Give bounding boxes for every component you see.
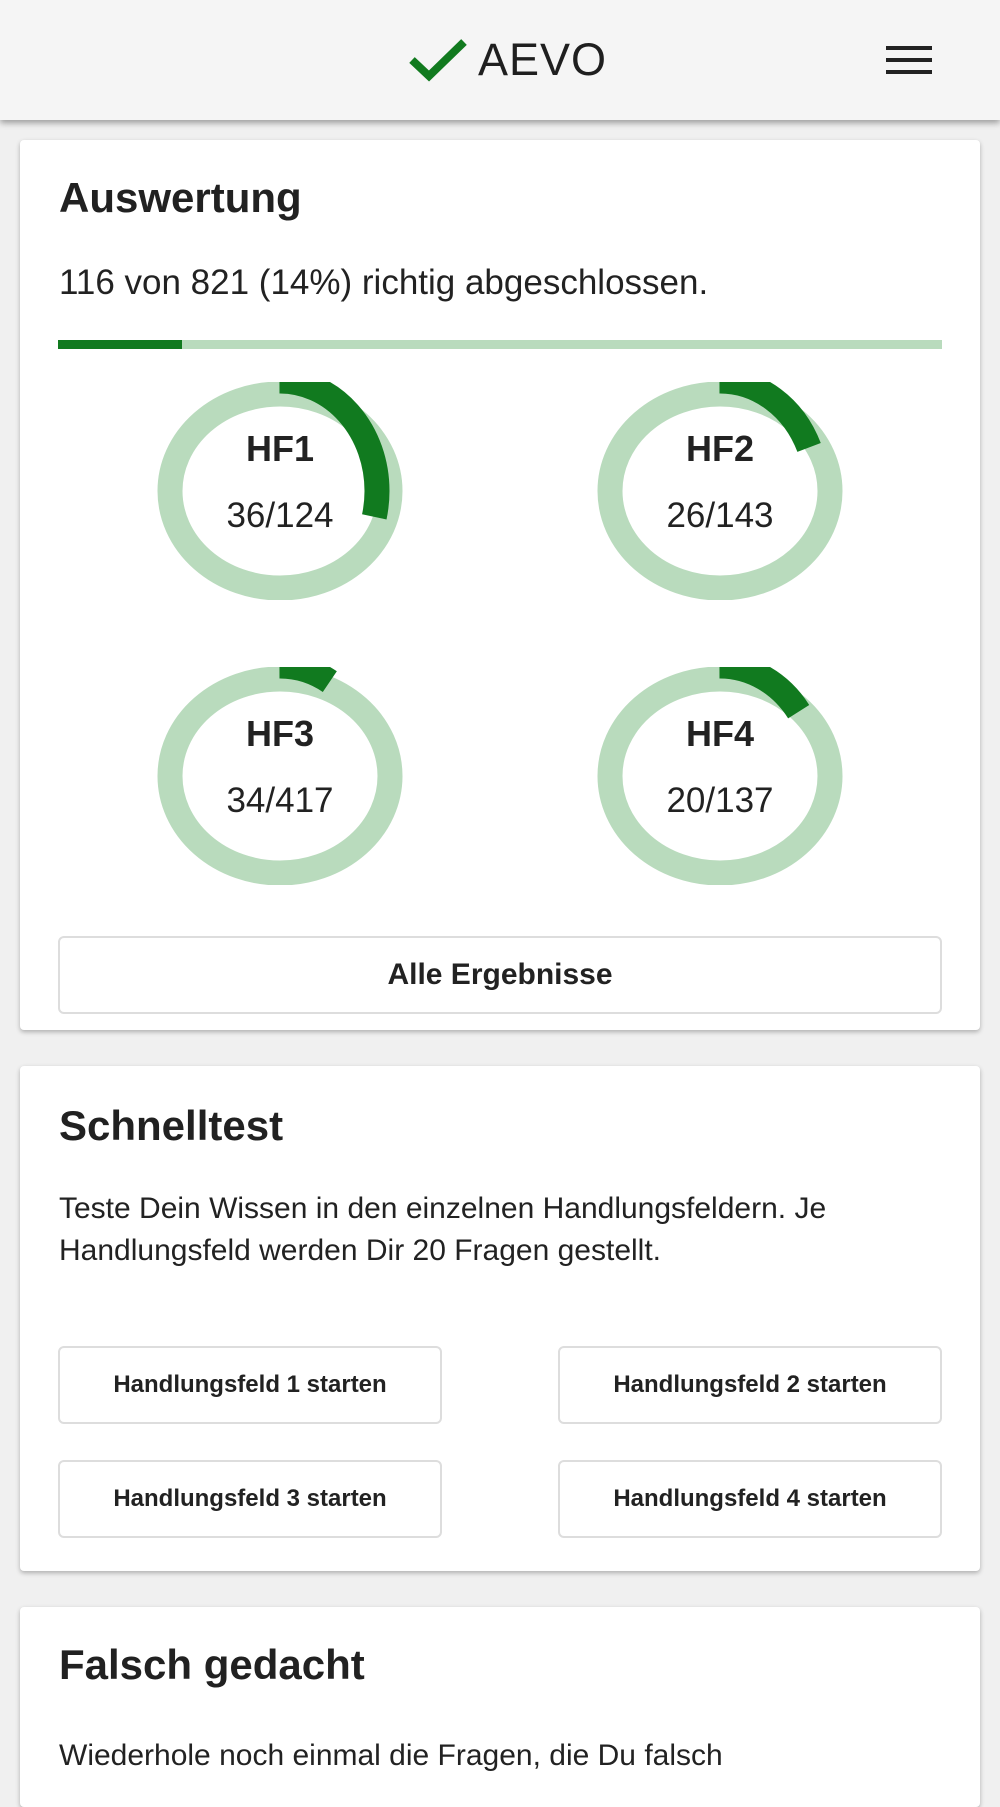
- field-count: 20/137: [666, 781, 774, 820]
- app-header: [0, 0, 1000, 120]
- field-ring-hf3[interactable]: [157, 667, 403, 885]
- start-field-3-button[interactable]: Handlungsfeld 3 starten: [58, 1460, 442, 1538]
- field-label: HF4: [685, 713, 754, 754]
- start-field-2-button[interactable]: Handlungsfeld 2 starten: [558, 1346, 942, 1424]
- app-brand[interactable]: [408, 34, 607, 86]
- field-ring-hf2[interactable]: [597, 382, 843, 600]
- overall-progress-bar: [58, 340, 942, 349]
- wrong-answers-card: [20, 1607, 980, 1807]
- checkmark-icon: [408, 38, 468, 82]
- wrong-answers-description: Wiederhole noch einmal die Fragen, die Du falsch: [59, 1739, 723, 1772]
- field-count: 26/143: [666, 496, 774, 535]
- wrong-answers-title: Falsch gedacht: [59, 1641, 365, 1688]
- evaluation-title: Auswertung: [59, 174, 302, 221]
- evaluation-summary: 116 von 821 (14%) richtig abgeschlossen.: [59, 263, 709, 302]
- field-count: 36/124: [226, 496, 334, 535]
- field-label: HF3: [245, 713, 314, 754]
- start-field-4-button[interactable]: Handlungsfeld 4 starten: [558, 1460, 942, 1538]
- field-label: HF1: [245, 428, 314, 469]
- hamburger-menu-icon[interactable]: [886, 46, 932, 76]
- field-label: HF2: [685, 428, 754, 469]
- all-results-button[interactable]: Alle Ergebnisse: [58, 936, 942, 1014]
- field-ring-hf1[interactable]: [157, 382, 403, 600]
- quicktest-title: Schnelltest: [59, 1102, 284, 1149]
- app-title: AEVO: [478, 34, 608, 85]
- field-ring-hf4[interactable]: [597, 667, 843, 885]
- quicktest-card: [20, 1066, 980, 1571]
- quicktest-description: Teste Dein Wissen in den einzelnen Handlungsfeldern. Je Handlungsfeld werden Dir 20 Fragen gestellt.: [59, 1192, 827, 1267]
- field-count: 34/417: [226, 781, 334, 820]
- overall-progress-fill: [58, 340, 182, 349]
- evaluation-card: [20, 140, 980, 1030]
- start-field-1-button[interactable]: Handlungsfeld 1 starten: [58, 1346, 442, 1424]
